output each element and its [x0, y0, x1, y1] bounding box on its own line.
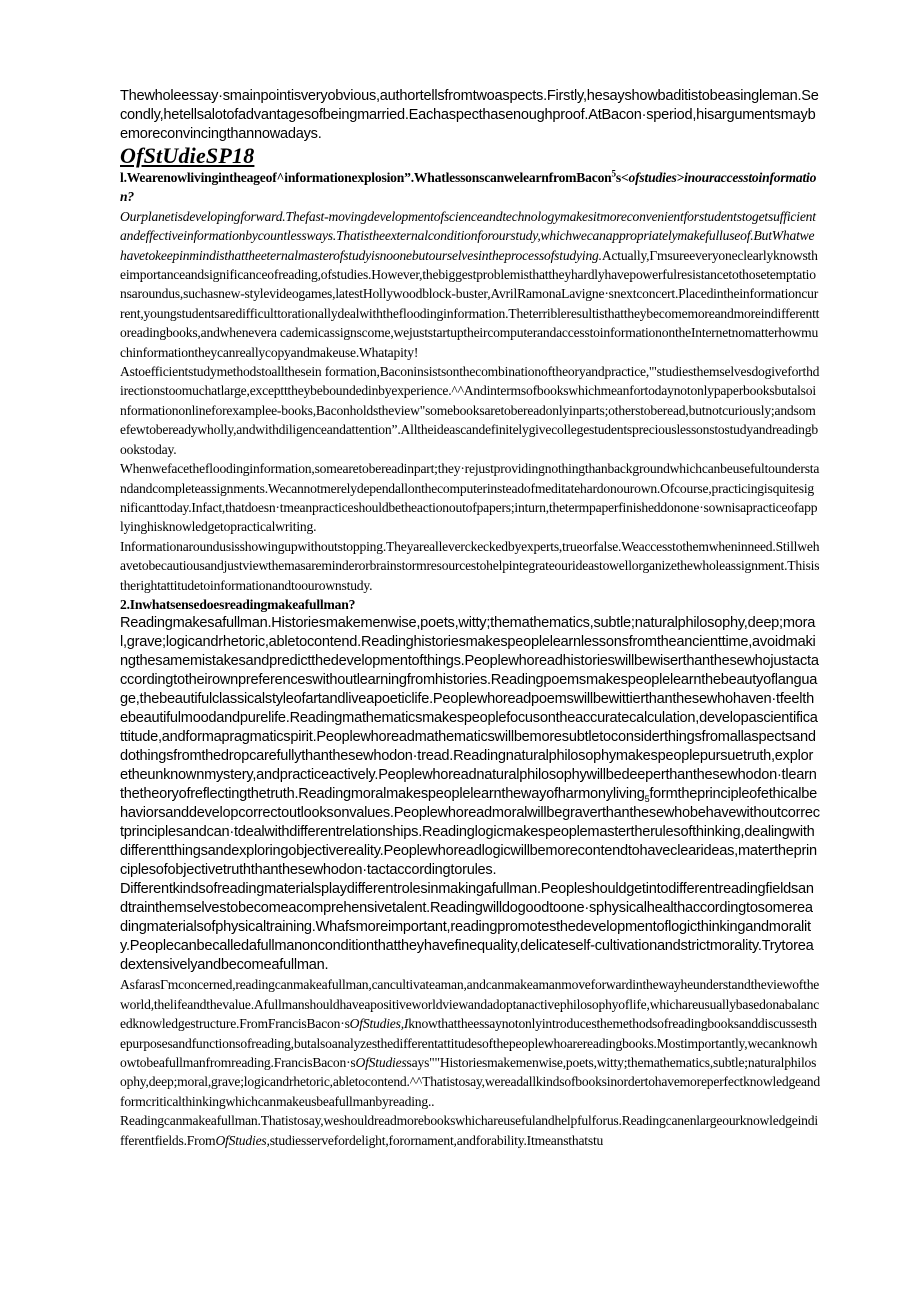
answer-1-paragraph-3: Whenwefacethefloodinginformation,somearetobereadinpart;they·rejustprovidingnothingthanbackgroundwhichcanbeusefultounderstandandcompleteassignments.Wecannotmerelydependallonthecomputerinsteadofmeditatehardonourown.Ofcourse,practicingisquitesignificanttoday.Infact,thatdoesn·tmeanpracticeshouldbetheactionoutofpapers;inturn,thetermpaperfinisheddonone·sownisapracticeofapplyinghisknowledgetopracticalwriting. [120, 461, 820, 535]
answer-4-text-b: studiesservefordelight,forornament,andforability.Itmeansthatstu [269, 1132, 604, 1148]
question-1-italic: <ofstudies>inouraccesstoinformation? [120, 170, 817, 205]
answer-2-paragraph-2: Differentkindsofreadingmaterialsplaydifferentrolesinmakingafullman.Peopleshouldgetintodifferentreadingfieldsandtrainthemselvestobecomeacomprehensivetalent.Readingwilldogoodtoone·sphysicalhealthaccordingtosomereadingmaterialsofphysicaltraining.Whafsmoreimportant,readingpromotesthedevelopmentoflogicthinkingandmorality.Peoplecanbecalledafullmanonconditionthattheyhavefinequality,delicateself-cultivationandstrictmorality.Trytoreadextensivelyandbecomeafullman. [120, 881, 814, 974]
answer-1-paragraph-4: Informationaroundusisshowingupwithoutstopping.Theyarealleverckeckedbyexperts,trueorfalse.Weaccesstothemwheninneed.Stillwehavetobecautiousandjustviewthemasareminderorbrainstormresourcestohelpintegrateourideastowellorganizethewholeassignment.Thisistherightattitudetoinformationandtoourownstudy. [120, 538, 820, 593]
section-heading: OfStUdieSP18 [120, 143, 255, 168]
question-2: 2.Inwhatsensedoesreadingmakeafullman? [120, 596, 356, 612]
answer-3-text-c: says""Historiesmakemenwise,poets,witty;themathematics,subtle;naturalphilosophy,deep;moral,grave;logicandrhetoric,abletocontend.^^Thatistosay,wereadallkindsofbooksinordertohavemoreperfectknowledgeandformcriticalthinkingwhichcanmakeusbeafullmanbyreading.. [120, 1054, 820, 1109]
question-1-superscript: 5 [611, 168, 616, 179]
answer-3-text-a: AsfarasΓmconcerned,readingcanmakeafullman,cancultivateaman,andcanmakeamanmoveforwardinthewayheunderstandtheviewoftheworld,thelifeandthevalue.Afullmanshouldhaveapositiveworldviewandadoptanactivephilosophyoflife,whichareusuallybasedonabalancedknowledgestructure.FromFrancisBacon·s [120, 977, 820, 1032]
answer-1-paragraph-1 [120, 207, 820, 362]
answer-3-text-b: knowthattheessaynotonlyintroducesthemethodsofreadingbooksanddiscussesthepurposesandfunctionsofreading,butalsoanalyzesthedifferentattitudesofthepeoplewhoarereadingbooks.Mostimportantly,wecanknowhowtobeafullmanfromreading.FrancisBacon·s [120, 1016, 818, 1070]
answer-4-title-italic: OfStudies, [215, 1132, 270, 1148]
question-1-text: l.Wearenowlivingintheageof^informationexplosion”.WhatlessonscanwelearnfromBacon [120, 170, 612, 185]
answer-4-text-a: Readingcanmakeafullman.Thatistosay,weshouldreadmorebookswhichareusefulandhelpfulforus.Readingcanenlargeourknowledgeindifferentfields.From [120, 1113, 818, 1148]
question-1 [120, 168, 820, 207]
answer-2-paragraph-1 [120, 614, 820, 880]
answer-2-p1-tail: formtheprincipleofethicalbehaviorsanddevelopcorrectoutlooksonvalues.Peoplewhoreadmoralwillbegraverthanthesewhobehavewithoutcorrectprinciplesandcan·tdealwithdifferentrelationships.Readinglogicmakespeoplemastertherulesofthinking,dealingwithdifferentthingsandexploringobjectivereality.Peoplewhoreadlogicwillbemorecontendtohaveclearideas,matertheprinciplesofobjectivetruththanthesewhodon·tactaccordingtorules. [120, 786, 820, 879]
answer-1-paragraph-2: Astoefficientstudymethodstoallthesein formation,Baconinsistsonthecombinationoftheoryandpractice,'"studiesthemselvesdogiveforthdirectionstoomuchatlarge,exceptttheybeboundedinbyexperience.^^Andintermsofbookswhichmeanfortodaynotonlypaperbooksbutalsoinformationonlineforexamplee-books,Baconholdstheview"somebooksaretobereadonlyinparts;otherstoberead,butnotcuriously;andsomefewtobereadywholly,andwithdiligenceandattention”.Alltheideascandefinitelygivecollegestudentspreciouslessonstostudyandreadingbookstoday. [120, 364, 820, 457]
answer-1-italic-lead: Ourplanetisdevelopingforward.Thefast-movingdevelopmentofscienceandtechnologymakesitmoreconvenientforstudentstogetsufficientandeffectiveinformationbycountlessways.Thatistheexternalconditionforourstudy,whichwecanappropriatelymakefulluseof.ButWhatwehavetokeepinmindisthattheeternalmasterofstudyisnoonebutourselvesintheprocessofstudying. [120, 208, 816, 263]
question-1-text-s: s [615, 170, 621, 185]
intro-paragraph: Thewholeessay·smainpointisveryobvious,authortellsfromtwoaspects.Firstly,hesayshowbaditistobeasingleman.Secondly,hetellsalotofadvantagesofbeingmarried.Eachaspecthasenoughproof.AtBacon·speriod,hisargumentsmaybemoreconvincingthannowadays. [120, 88, 819, 142]
answer-3-title-italic-2: OfStudies [355, 1054, 407, 1070]
answer-3-title-italic-1: OfStudies,I [349, 1016, 409, 1032]
answer-2-p1-text: Readingmakesafullman.Historiesmakemenwise,poets,witty;themathematics,subtle;naturalphilosophy,deep;moral,grave;logicandrhetoric,abletocontend.Readinghistoriesmakespeoplelearnlessonsfromtheancienttime,avoidmakingthesamemistakesandpredictthedevelopmentofthings.Peoplewhoreadhistorieswillbewiserthanthesewhojustactaccordingtotheirownpreferenceswithoutlearningfromhistories.Readingpoemsmakespeoplelearnthebeautyoflanguage,thebeautifulclassicalstyleofartandliveapoeticlife.Peoplewhoreadpoemswillbewittierthanthesewhohaven·tfeelthebeautifulmoodandpurelife.Readingmathematicsmakespeoplefocusontheaccuratecalculation,developascientificattitude,andformapragmaticspirit.Peoplewhoreadmathematicswillbemoresubtletoconsiderthingsfromallaspectsanddothingsfromthedropcarefullythanthesewhodon·tread.Readingnaturalphilosophymakespeoplepursuetruth,exploretheunknownmystery,andpracticeactively.Peoplewhoreadnaturalphilosophywillbedeeperthanthesewhodon·tlearnthetheoryofreflectingthetruth.Readingmoralmakespeoplelearnthewayofharmonyliving [120, 615, 819, 803]
answer-1-body: Actually,Γmsureeveryoneclearlyknowstheimportanceandsignificanceofreading,ofstudies.However,thebiggestproblemisthattheyhardlyhavepowerfulresistancetothosetemptationsaroundus,suchasnew-stylevideogames,latestHollywoodblock-buster,AvrilRamonaLavigne·snextconcert.Placedintheinformationcurrent,youngstudentsaredifficulttorationallydealwiththefloodinginformation.Theterribleresultisthattheybecomemoreandmoreindifferenttoreadingbooks,andwhenevera cademicassignscome,wejuststartuptheircomputerandaccesstoinformationontheInternetnomatterhowmuchinformationtheycanreallycopyandmakeuse.Whatapity! [120, 247, 820, 360]
answer-4-paragraph [120, 1111, 820, 1150]
document-page [120, 87, 820, 1150]
answer-3-paragraph [120, 975, 820, 1111]
answer-2-subscript: 5 [644, 794, 650, 805]
